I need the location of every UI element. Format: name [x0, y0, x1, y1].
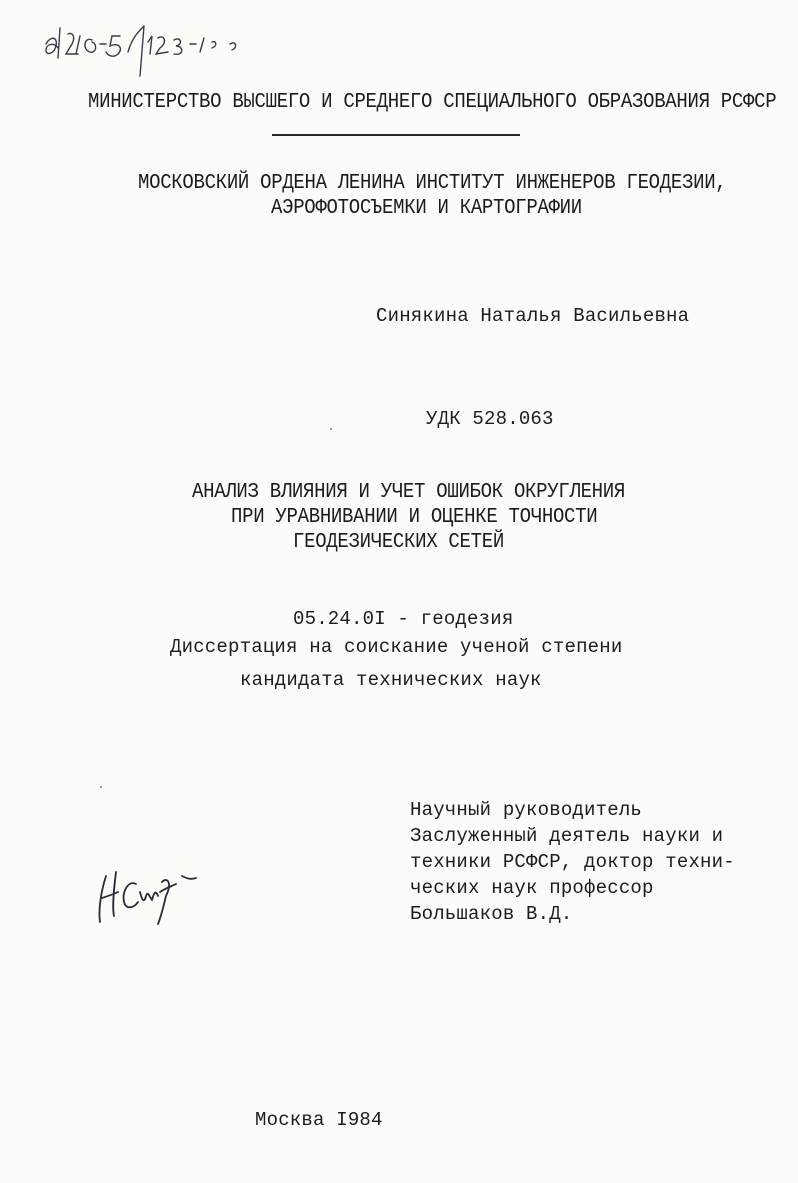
supervisor-label: Научный руководитель — [410, 799, 643, 821]
city-and-year: Москва I984 — [255, 1109, 383, 1131]
archive-number-ink — [40, 14, 290, 84]
thesis-title-line-3: ГЕОДЕЗИЧЕСКИХ СЕТЕЙ — [293, 529, 504, 554]
heading-divider — [272, 134, 520, 136]
supervisor-name: Большаков В.Д. — [410, 903, 573, 925]
author-name: Синякина Наталья Васильевна — [376, 305, 690, 327]
institute-name-line-2: АЭРОФОТОСЪЕМКИ И КАРТОГРАФИИ — [271, 195, 582, 220]
specialty-code: 05.24.0I - геодезия — [293, 608, 514, 630]
scan-speck — [330, 428, 332, 430]
scan-speck — [100, 786, 102, 788]
thesis-title-line-1: АНАЛИЗ ВЛИЯНИЯ И УЧЕТ ОШИБОК ОКРУГЛЕНИЯ — [192, 479, 625, 504]
thesis-title-line-2: ПРИ УРАВНИВАНИИ И ОЦЕНКЕ ТОЧНОСТИ — [231, 504, 598, 529]
supervisor-title-line-1: Заслуженный деятель науки и — [410, 825, 724, 847]
handwritten-signature — [92, 862, 202, 937]
degree-line-2: кандидата технических наук — [240, 669, 542, 691]
degree-line-1: Диссертация на соискание ученой степени — [170, 636, 623, 658]
institute-name-line-1: МОСКОВСКИЙ ОРДЕНА ЛЕНИНА ИНСТИТУТ ИНЖЕНЕРОВ ГЕОДЕЗИИ, — [138, 170, 727, 195]
supervisor-title-line-2: техники РСФСР, доктор техни- — [410, 851, 735, 873]
supervisor-title-line-3: ческих наук профессор — [410, 877, 654, 899]
ministry-heading: МИНИСТЕРСТВО ВЫСШЕГО И СРЕДНЕГО СПЕЦИАЛЬНОГО ОБРАЗОВАНИЯ РСФСР — [88, 89, 777, 114]
handwritten-archive-number — [40, 14, 290, 89]
signature-ink — [92, 862, 202, 932]
udk-code: УДК 528.063 — [426, 408, 554, 430]
